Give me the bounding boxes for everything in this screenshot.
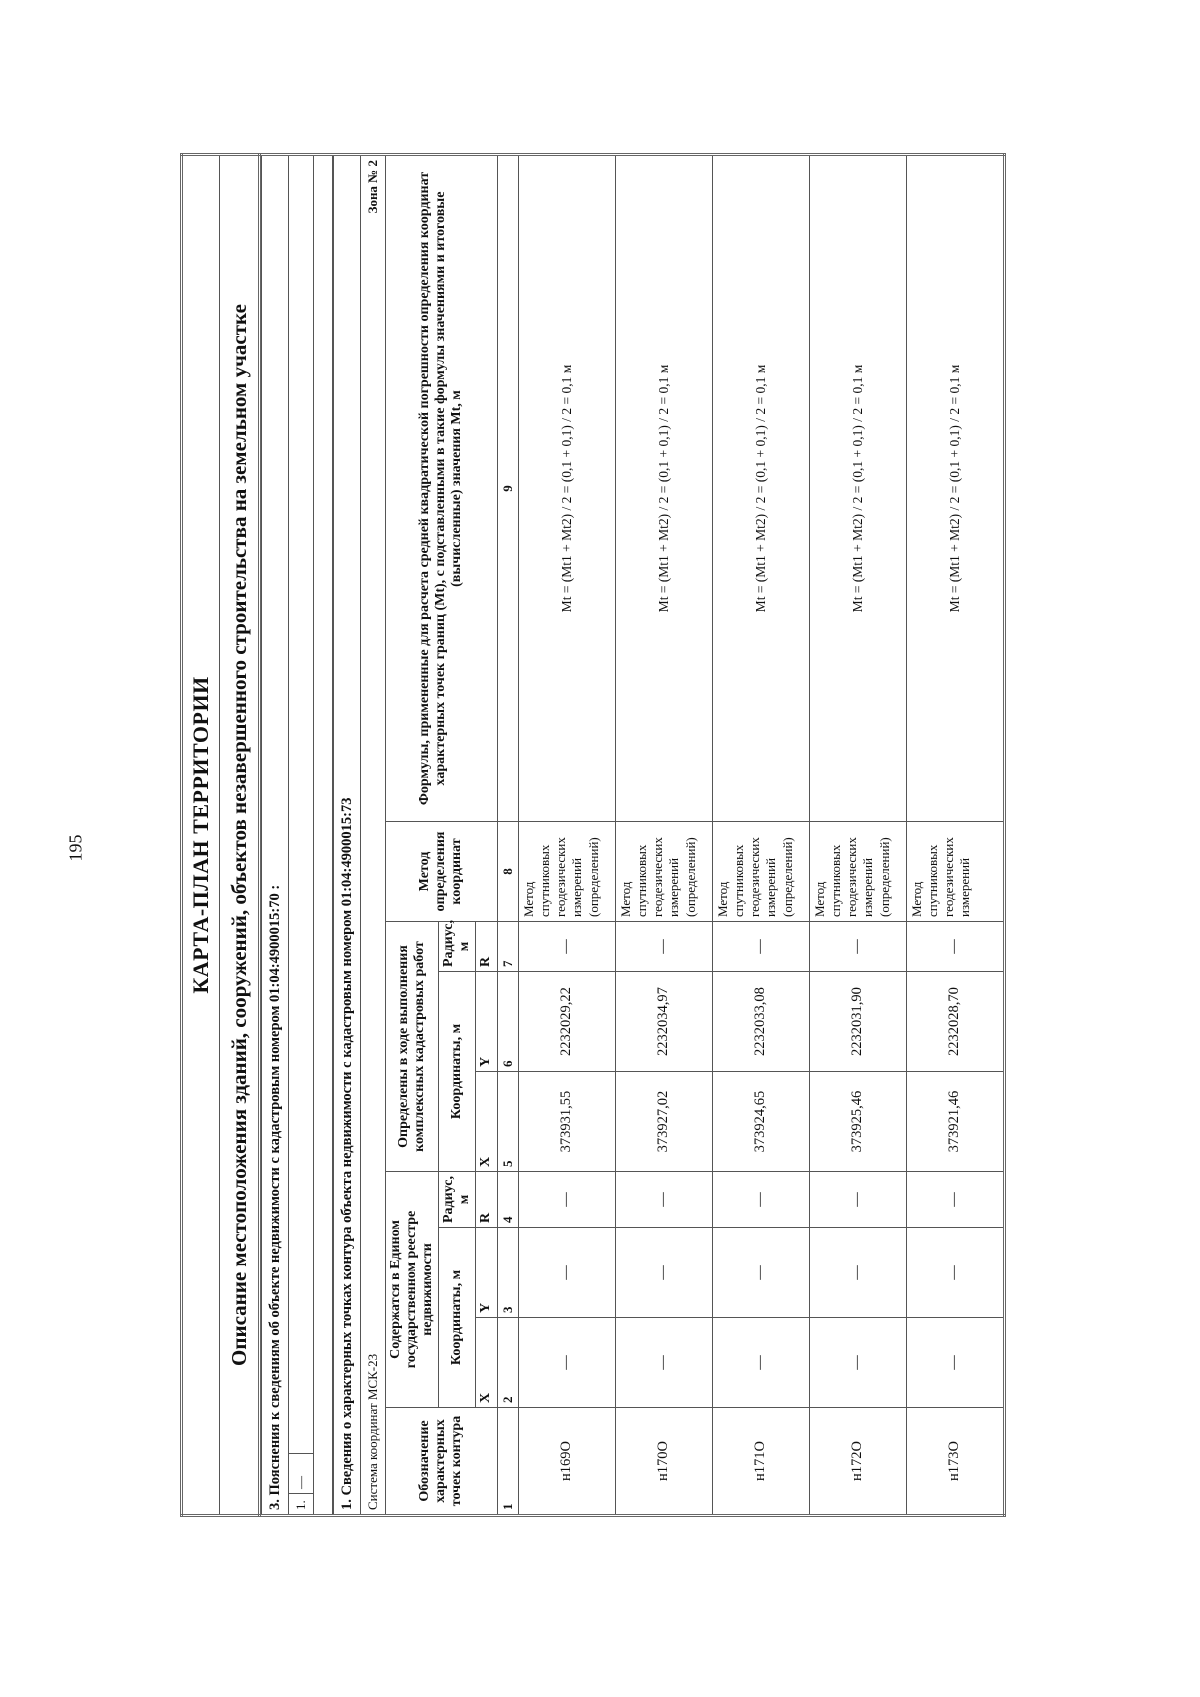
- r-cad: —: [615, 922, 712, 972]
- header-r-cad: R: [476, 922, 497, 972]
- r-egrn: —: [809, 1172, 906, 1228]
- x-cad: 373924,65: [712, 1072, 809, 1172]
- y-cad: 2232028,70: [906, 972, 1004, 1072]
- r-cad: —: [712, 922, 809, 972]
- point-id: н171О: [712, 1408, 809, 1516]
- zone-label: Зона № 2: [365, 160, 380, 214]
- y-egrn: —: [518, 1228, 615, 1318]
- y-cad: 2232033,08: [712, 972, 809, 1072]
- section3-table: [261, 153, 333, 1517]
- method: Метод спутниковых геодезических измерений (определений): [518, 822, 615, 922]
- header-y-cad: Y: [476, 972, 497, 1072]
- header-table: [180, 153, 261, 1517]
- x-egrn: —: [906, 1318, 1004, 1408]
- r-cad: —: [906, 922, 1004, 972]
- r-egrn: —: [518, 1172, 615, 1228]
- point-id: н170О: [615, 1408, 712, 1516]
- r-egrn: —: [712, 1172, 809, 1228]
- table-row: [615, 155, 712, 1516]
- header-x-egrn: X: [476, 1318, 497, 1408]
- col-number: 9: [497, 155, 518, 822]
- coordinate-system: Система координат МСК-23: [365, 1353, 380, 1510]
- x-cad: 373931,55: [518, 1072, 615, 1172]
- header-cadastral: Определены в ходе выполнения комплексных кадастровых работ: [386, 922, 439, 1172]
- points-table: [333, 153, 1006, 1517]
- table-row: [518, 155, 615, 1516]
- header-y-egrn: Y: [476, 1228, 497, 1318]
- y-cad: 2232034,97: [615, 972, 712, 1072]
- table-row: [809, 155, 906, 1516]
- section1-heading: 1. Сведения о характерных точках контура объекта недвижимости с кадастровым номером 01:04:4900015:73: [334, 155, 361, 1516]
- x-egrn: —: [809, 1318, 906, 1408]
- table-row: [906, 155, 1004, 1516]
- formula: Mt = (Mt1 + Mt2) / 2 = (0,1 + 0,1) / 2 = 0,1 м: [906, 155, 1004, 822]
- header-egrn: Содержатся в Едином государственном реестре недвижимости: [386, 1172, 439, 1408]
- x-cad: 373925,46: [809, 1072, 906, 1172]
- point-id: н173О: [906, 1408, 1004, 1516]
- header-radius-cad: Радиус, м: [439, 922, 476, 972]
- col-number: 5: [497, 1072, 518, 1172]
- method: Метод спутниковых геодезических измерений (определений): [809, 822, 906, 922]
- header-coords-egrn: Координаты, м: [439, 1228, 476, 1408]
- method: Метод спутниковых геодезических измерений (определений): [615, 822, 712, 922]
- formula: Mt = (Mt1 + Mt2) / 2 = (0,1 + 0,1) / 2 = 0,1 м: [712, 155, 809, 822]
- col-number: 6: [497, 972, 518, 1072]
- y-cad: 2232031,90: [809, 972, 906, 1072]
- page-number: 195: [65, 834, 86, 862]
- r-egrn: —: [615, 1172, 712, 1228]
- formula: Mt = (Mt1 + Mt2) / 2 = (0,1 + 0,1) / 2 = 0,1 м: [615, 155, 712, 822]
- header-x-cad: X: [476, 1072, 497, 1172]
- col-number: 3: [497, 1228, 518, 1318]
- y-cad: 2232029,22: [518, 972, 615, 1072]
- section3-heading: 3. Пояснения к сведениям об объекте недвижимости с кадастровым номером 01:04:4900015:70 :: [262, 155, 289, 1516]
- col-number: 1: [497, 1408, 518, 1516]
- cadastral-sheet: [180, 153, 1032, 1517]
- header-coords-cad: Координаты, м: [439, 972, 476, 1172]
- y-egrn: —: [809, 1228, 906, 1318]
- point-id: н169О: [518, 1408, 615, 1516]
- x-egrn: —: [518, 1318, 615, 1408]
- point-id: н172О: [809, 1408, 906, 1516]
- col-number: 7: [497, 922, 518, 972]
- x-cad: 373927,02: [615, 1072, 712, 1172]
- table-row: [712, 155, 809, 1516]
- formula: Mt = (Mt1 + Mt2) / 2 = (0,1 + 0,1) / 2 = 0,1 м: [809, 155, 906, 822]
- col-number: 4: [497, 1172, 518, 1228]
- y-egrn: —: [712, 1228, 809, 1318]
- y-egrn: —: [615, 1228, 712, 1318]
- method: Метод спутниковых геодезических измерений: [906, 822, 1004, 922]
- header-r-egrn: R: [476, 1172, 497, 1228]
- r-cad: —: [518, 922, 615, 972]
- document-subtitle: Описание местоположения зданий, сооружений, объектов незавершенного строительства на земельном участке: [220, 155, 260, 1516]
- header-radius-egrn: Радиус, м: [439, 1172, 476, 1228]
- x-egrn: —: [615, 1318, 712, 1408]
- section3-item-value: —: [289, 1454, 314, 1494]
- document-title: КАРТА-ПЛАН ТЕРРИТОРИИ: [182, 155, 220, 1516]
- col-number: 2: [497, 1318, 518, 1408]
- header-point: Обозначение характерных точек контура: [386, 1408, 498, 1516]
- method: Метод спутниковых геодезических измерений (определений): [712, 822, 809, 922]
- formula: Mt = (Mt1 + Mt2) / 2 = (0,1 + 0,1) / 2 = 0,1 м: [518, 155, 615, 822]
- header-method: Метод определения координат: [386, 822, 498, 922]
- y-egrn: —: [906, 1228, 1004, 1318]
- r-egrn: —: [906, 1172, 1004, 1228]
- section3-item-number: 1.: [289, 1494, 314, 1516]
- x-egrn: —: [712, 1318, 809, 1408]
- header-formula: Формулы, примененные для расчета средней квадратической погрешности определения координат характерных точек границ (Mt), с подставленными в такие формулы значениями и итоговые (вычисленные) значения Mt, м: [386, 155, 498, 822]
- x-cad: 373921,46: [906, 1072, 1004, 1172]
- col-number: 8: [497, 822, 518, 922]
- r-cad: —: [809, 922, 906, 972]
